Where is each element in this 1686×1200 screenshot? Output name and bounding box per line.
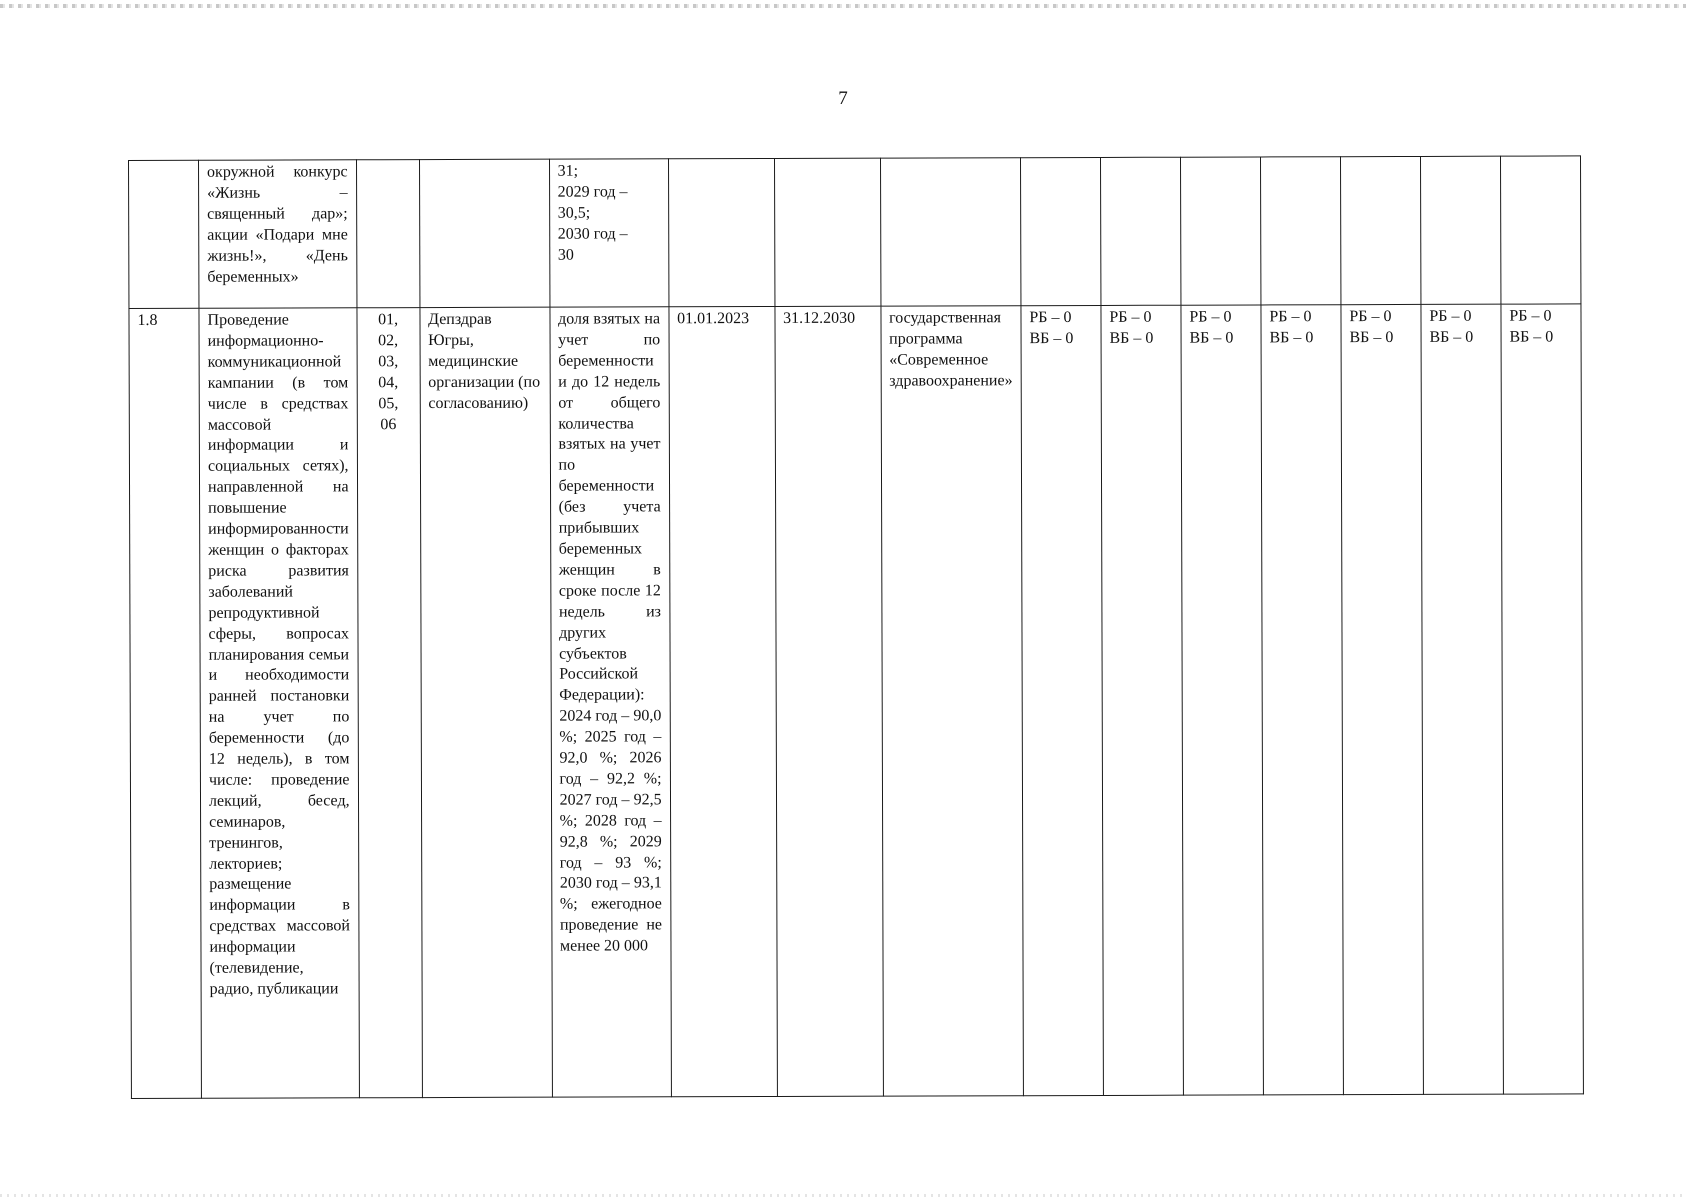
start-date-cell: 01.01.2023 xyxy=(669,306,777,1096)
empty-cell xyxy=(880,158,1021,306)
funding-vb: ВБ – 0 xyxy=(1029,329,1074,348)
funding-rb: РБ – 0 xyxy=(1349,308,1392,326)
plan-table xyxy=(128,155,1584,1099)
end-date-cell: 31.12.2030 xyxy=(775,306,883,1096)
funding-rb: РБ – 0 xyxy=(1109,308,1152,326)
funding-vb: ВБ – 0 xyxy=(1109,329,1154,347)
funding-cell xyxy=(1261,305,1343,1095)
funding-cell xyxy=(1021,305,1103,1095)
funding-vb: ВБ – 0 xyxy=(1349,328,1394,347)
empty-cell xyxy=(1020,157,1100,305)
row-number-cell: 1.8 xyxy=(129,308,201,1098)
tasks-cell: 01, 02, 03, 04, 05, 06 xyxy=(357,308,422,1098)
table-row-1-8 xyxy=(129,304,1583,1099)
empty-cell xyxy=(1100,157,1180,305)
funding-vb: ВБ – 0 xyxy=(1509,328,1554,346)
funding-cell xyxy=(1501,304,1583,1094)
funding-vb: ВБ – 0 xyxy=(1429,328,1474,346)
funding-rb: РБ – 0 xyxy=(1029,309,1072,327)
empty-cell xyxy=(668,158,774,306)
empty-cell xyxy=(1260,157,1340,305)
executors-cell: Депздрав Югры, медицинские организации (по согласованию) xyxy=(420,307,552,1097)
funding-rb: РБ – 0 xyxy=(1189,308,1232,326)
indicator-cell: доля взятых на учет по беременности и до 12 недель от общего количества взятых на учет по беременности (без учета прибывших беременных женщин в сроке после 12 недель из других субъектов Российской Федерации): 2024 год – 90,0 %; 2025 год – 92,0 %; 2026 год – 92,2 %; 2027 год – 92,5 %; 2028 год – 92,8 %; 2029 год – 93 %; 2030 год – 93,1 %; ежегодное проведение не менее 20 000 xyxy=(550,307,671,1097)
funding-rb: РБ – 0 xyxy=(1269,308,1312,326)
funding-rb: РБ – 0 xyxy=(1509,307,1552,325)
funding-rb: РБ – 0 xyxy=(1429,307,1472,325)
funding-cell xyxy=(1181,305,1263,1095)
funding-cell xyxy=(1341,304,1423,1094)
empty-cell xyxy=(1340,156,1420,304)
funding-cell xyxy=(1421,304,1503,1094)
row-number-cell xyxy=(129,160,199,308)
empty-cell xyxy=(774,158,880,306)
activity-cell: Проведение информационно-коммуникационной кампании (в том числе в средствах массовой информации и социальных сетях), направленной на повышение информированности женщин о факторах риска развития заболеваний репродуктивной сферы, вопросах планирования семьи и необходимости ранней постановки на учет по беременности (до 12 недель), в том числе: проведение лекций, бесед, семинаров, тренингов, лекториев; размещение информации в средствах массовой информации (телевидение, радио, публикации xyxy=(199,308,359,1098)
funding-vb: ВБ – 0 xyxy=(1269,329,1314,347)
activity-cell: окружной конкурс «Жизнь – священный дар»; акции «Подари мне жизнь!», «День беременных» xyxy=(199,160,357,308)
page-number: 7 xyxy=(838,88,848,109)
executors-cell xyxy=(419,159,549,307)
empty-cell xyxy=(1500,156,1580,304)
tasks-cell xyxy=(356,160,419,308)
empty-cell xyxy=(1420,156,1500,304)
table-row-continued xyxy=(129,156,1581,309)
program-cell: государственная программа «Современное здравоохранение» xyxy=(881,306,1024,1096)
funding-cell xyxy=(1101,305,1183,1095)
scan-edge-top xyxy=(0,4,1686,8)
empty-cell xyxy=(1180,157,1260,305)
funding-vb: ВБ – 0 xyxy=(1189,329,1234,347)
scan-edge-bottom xyxy=(0,1194,1686,1197)
indicator-cell: 31; 2029 год – 30,5; 2030 год – 30 xyxy=(549,159,668,307)
